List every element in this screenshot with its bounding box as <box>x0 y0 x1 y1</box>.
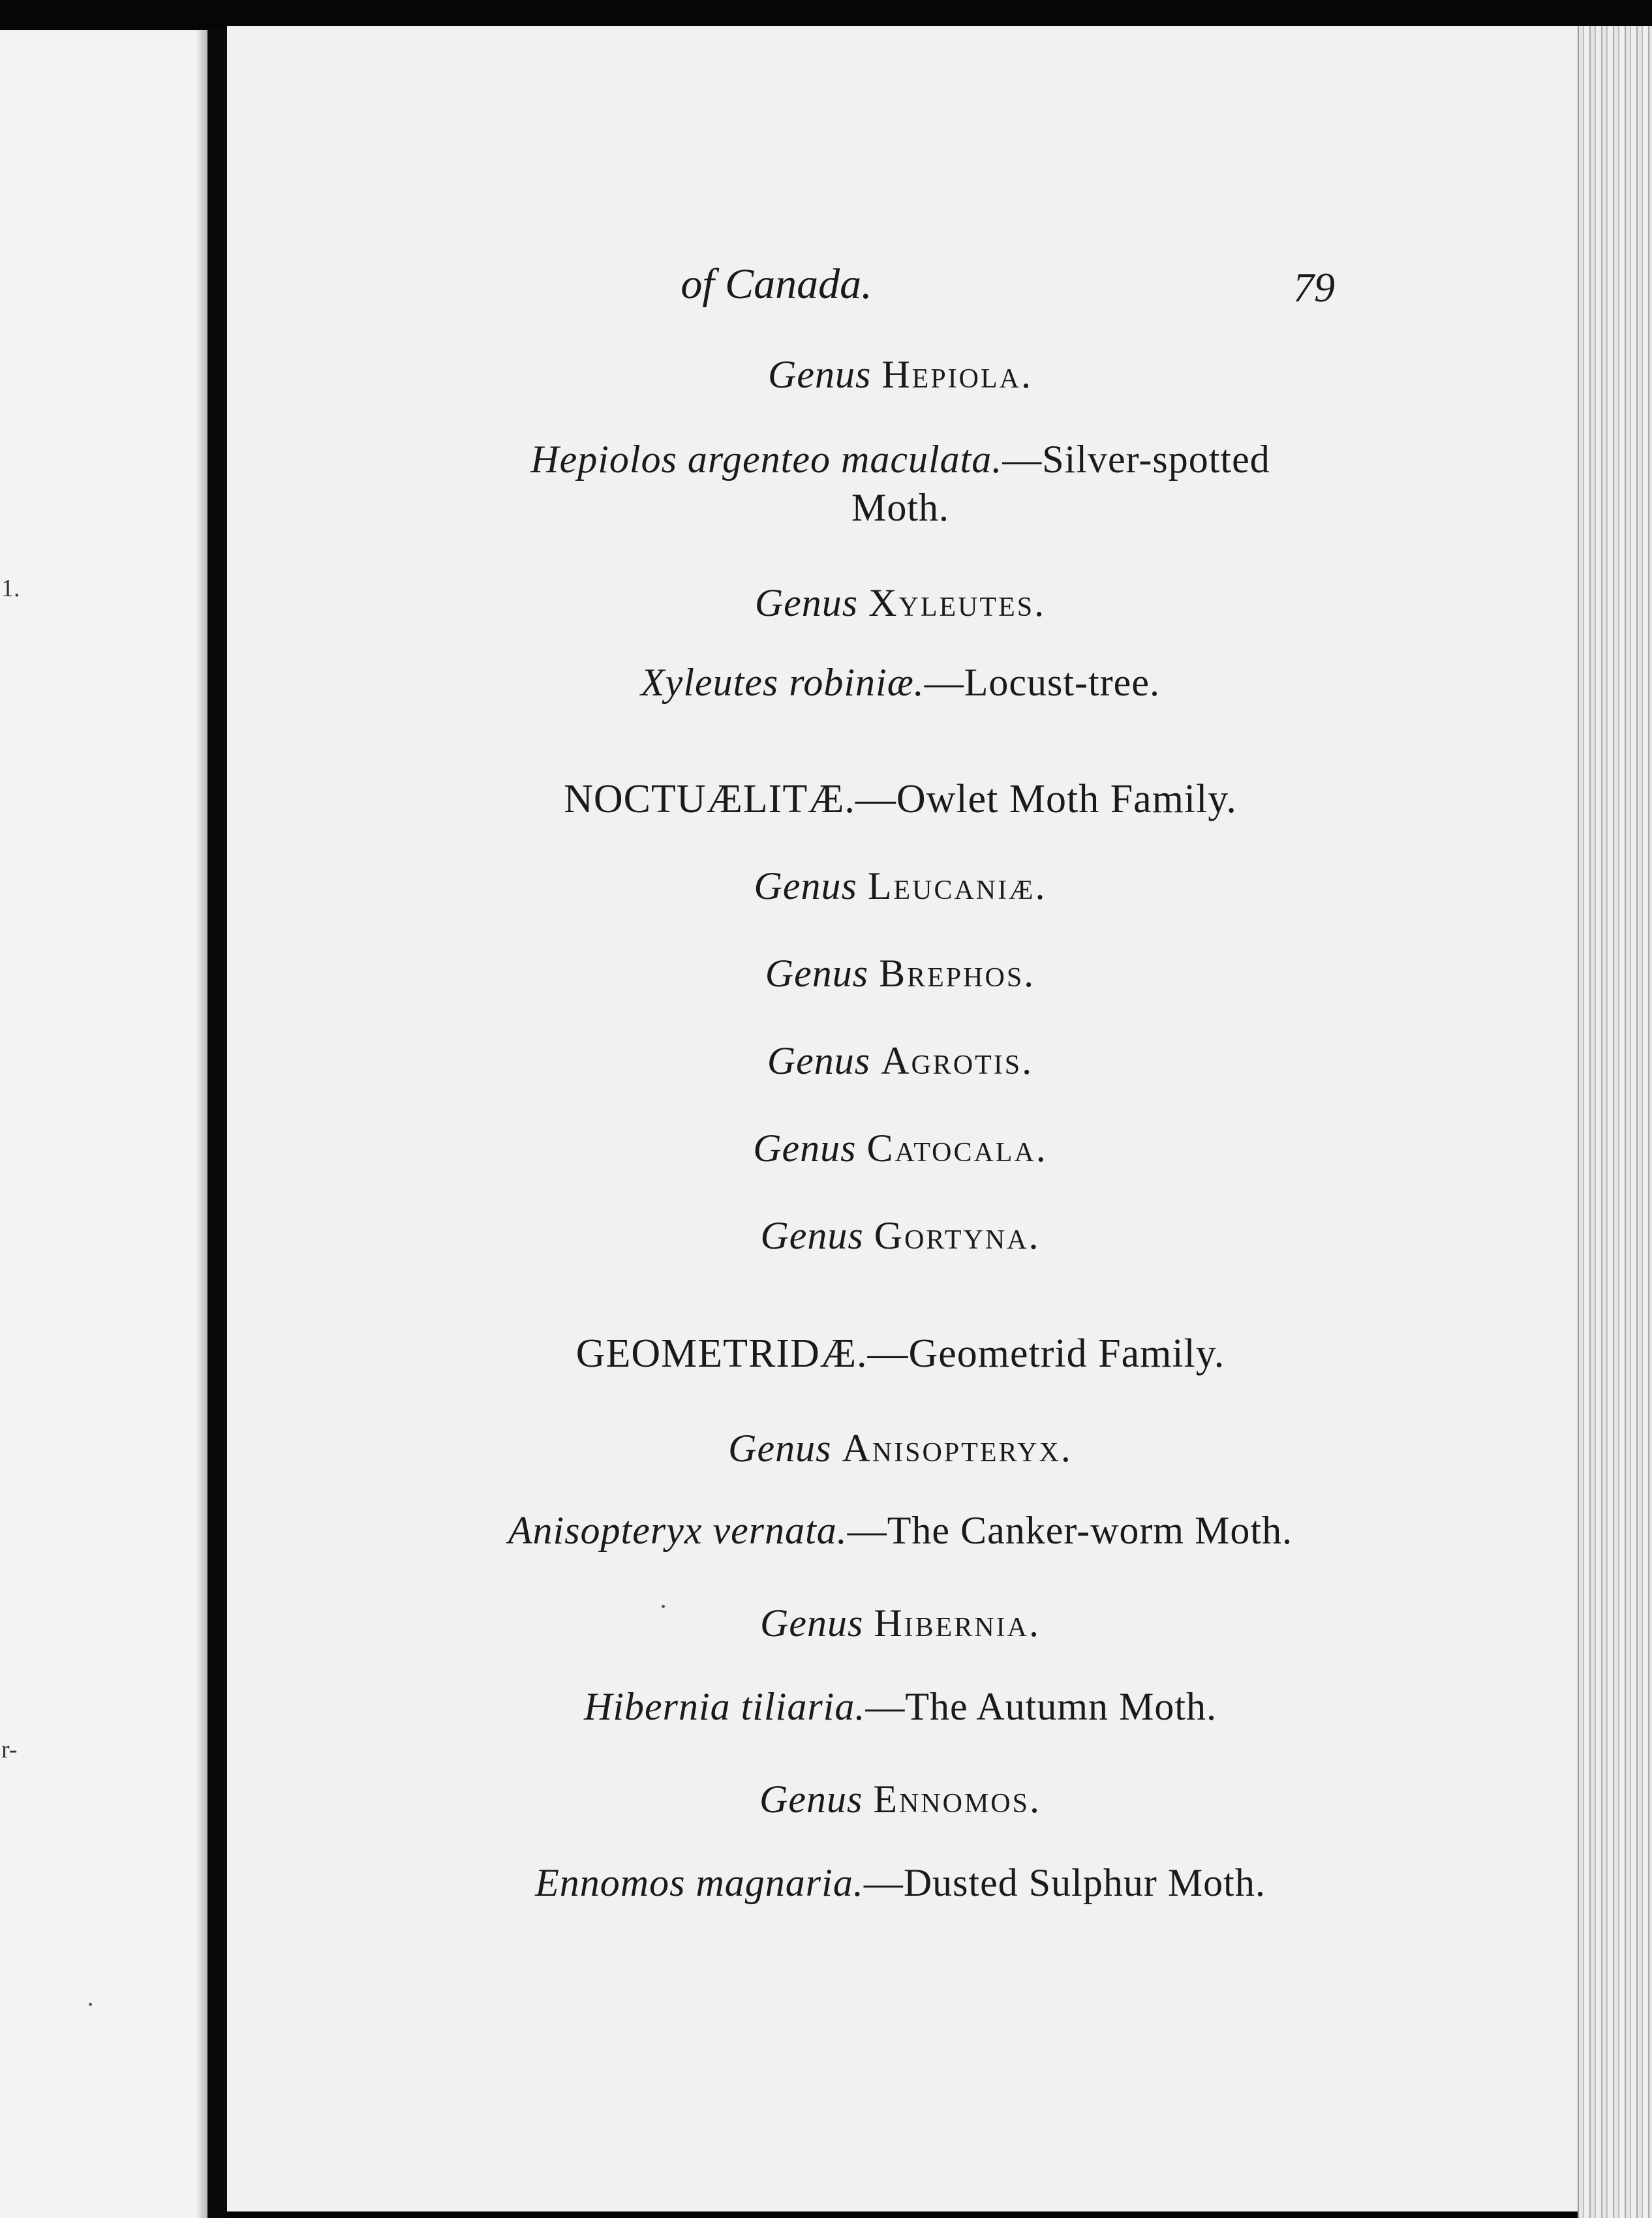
common-name: —Dusted Sulphur Moth. <box>863 1861 1266 1904</box>
genus-word: Genus <box>754 864 857 907</box>
genus-name: Hibernia. <box>874 1602 1041 1645</box>
print-speck <box>89 2003 92 2006</box>
species-name: Hibernia tiliaria. <box>583 1685 866 1728</box>
facing-page-fragment-1: 1. <box>1 575 20 602</box>
species-entry <box>391 659 1409 706</box>
page-body <box>391 0 1409 2218</box>
species-entry-continuation <box>391 484 1409 531</box>
species-entry <box>391 436 1409 483</box>
common-name: —The Canker-worm Moth. <box>847 1509 1293 1552</box>
species-entry <box>391 1683 1409 1730</box>
family-description: —Geometrid Family. <box>867 1331 1225 1376</box>
common-name-continuation: Moth. <box>851 486 950 529</box>
common-name: —Silver-spotted <box>1002 438 1270 481</box>
genus-name: Catocala. <box>866 1127 1048 1170</box>
genus-word: Genus <box>760 1214 864 1257</box>
page-number: 79 <box>1293 264 1335 311</box>
genus-heading <box>391 351 1409 398</box>
family-heading <box>391 775 1409 823</box>
species-name: Ennomos magnaria. <box>535 1861 864 1904</box>
facing-page-shadow <box>196 30 207 2218</box>
running-head: of Canada. <box>681 260 872 308</box>
genus-heading <box>391 579 1409 626</box>
genus-heading <box>391 1776 1409 1823</box>
genus-word: Genus <box>765 952 869 995</box>
genus-heading <box>391 862 1409 909</box>
species-name: Anisopteryx vernata. <box>508 1509 848 1552</box>
genus-heading <box>391 1125 1409 1172</box>
genus-heading <box>391 1600 1409 1647</box>
genus-name: Anisopteryx. <box>842 1427 1073 1470</box>
genus-name: Gortyna. <box>874 1214 1041 1257</box>
genus-name: Brephos. <box>879 952 1036 995</box>
species-entry <box>391 1507 1409 1554</box>
species-name: Hepiolos argenteo maculata. <box>530 438 1003 481</box>
family-name: NOCTUÆLITÆ. <box>564 777 855 821</box>
common-name: —Locust-tree. <box>924 661 1160 704</box>
book-gutter <box>207 30 227 2218</box>
genus-word: Genus <box>760 1602 864 1645</box>
family-name: GEOMETRIDÆ. <box>575 1331 868 1376</box>
genus-word: Genus <box>753 1127 857 1170</box>
species-entry <box>391 1859 1409 1906</box>
genus-word: Genus <box>754 581 859 624</box>
facing-page-fragment-2: r- <box>1 1736 18 1763</box>
genus-heading <box>391 1212 1409 1259</box>
genus-word: Genus <box>728 1427 832 1470</box>
common-name: —The Autumn Moth. <box>865 1685 1217 1728</box>
family-description: —Owlet Moth Family. <box>855 777 1237 821</box>
genus-name: Leucaniæ. <box>867 864 1047 907</box>
genus-name: Agrotis. <box>881 1039 1034 1082</box>
genus-name: Ennomos. <box>873 1778 1041 1821</box>
genus-word: Genus <box>759 1778 863 1821</box>
genus-name: Xyleutes. <box>868 581 1047 624</box>
genus-heading <box>391 1425 1409 1472</box>
genus-name: Hepiola. <box>881 353 1033 396</box>
facing-page <box>0 30 207 2218</box>
page-edges <box>1579 26 1652 2218</box>
family-heading <box>391 1329 1409 1378</box>
genus-word: Genus <box>768 353 872 396</box>
genus-heading <box>391 950 1409 997</box>
genus-heading <box>391 1037 1409 1084</box>
species-name: Xyleutes robiniæ. <box>641 661 925 704</box>
genus-word: Genus <box>767 1039 871 1082</box>
